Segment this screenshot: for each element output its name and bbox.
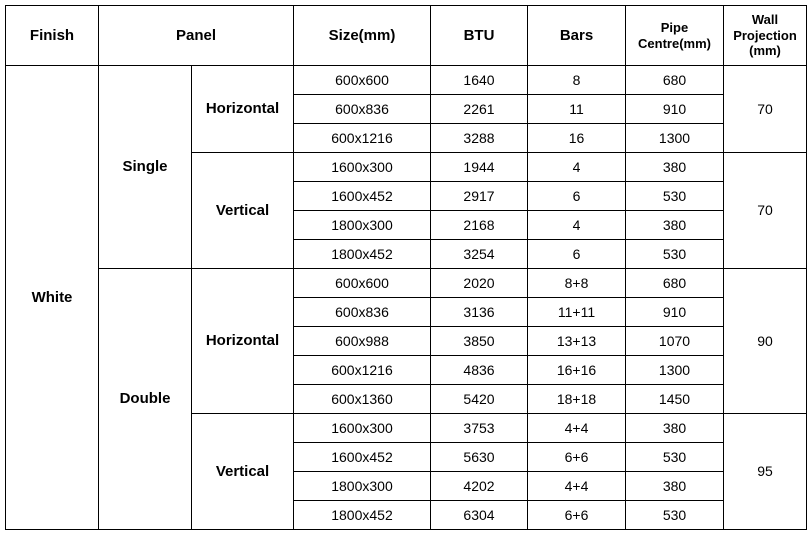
header-row bbox=[6, 6, 807, 66]
size-cell: 1600x452 bbox=[294, 443, 431, 472]
pipe-centre-header-line1: Pipe bbox=[660, 19, 689, 35]
btu-cell: 1944 bbox=[431, 153, 528, 182]
orientation-cell: Horizontal bbox=[192, 269, 294, 414]
bars-header: Bars bbox=[528, 6, 626, 66]
btu-cell: 4836 bbox=[431, 356, 528, 385]
bars-cell: 8 bbox=[528, 66, 626, 95]
btu-cell: 3136 bbox=[431, 298, 528, 327]
pipe-cell: 380 bbox=[626, 414, 724, 443]
wall-projection-cell: 70 bbox=[724, 153, 807, 269]
wall-projection-header-line1: Wall bbox=[751, 12, 779, 28]
pipe-cell: 680 bbox=[626, 66, 724, 95]
pipe-cell: 910 bbox=[626, 95, 724, 124]
size-cell: 600x1216 bbox=[294, 124, 431, 153]
btu-cell: 3288 bbox=[431, 124, 528, 153]
btu-cell: 2020 bbox=[431, 269, 528, 298]
pipe-cell: 1450 bbox=[626, 385, 724, 414]
wall-projection-header bbox=[724, 6, 807, 66]
bars-cell: 4 bbox=[528, 211, 626, 240]
size-cell: 1600x452 bbox=[294, 182, 431, 211]
panel-cell-single: Single bbox=[99, 66, 192, 269]
bars-cell: 18+18 bbox=[528, 385, 626, 414]
bars-cell: 6 bbox=[528, 182, 626, 211]
wall-projection-cell: 70 bbox=[724, 66, 807, 153]
wall-projection-header-line2: Projection bbox=[733, 27, 797, 43]
bars-cell: 4+4 bbox=[528, 414, 626, 443]
size-cell: 600x1360 bbox=[294, 385, 431, 414]
size-cell: 1800x300 bbox=[294, 472, 431, 501]
panel-header: Panel bbox=[99, 6, 294, 66]
size-cell: 1800x452 bbox=[294, 501, 431, 530]
table-row bbox=[6, 269, 807, 298]
finish-header: Finish bbox=[6, 6, 99, 66]
pipe-cell: 910 bbox=[626, 298, 724, 327]
panel-cell-double: Double bbox=[99, 269, 192, 530]
table-row bbox=[6, 66, 807, 95]
bars-cell: 13+13 bbox=[528, 327, 626, 356]
size-cell: 1800x452 bbox=[294, 240, 431, 269]
btu-cell: 2917 bbox=[431, 182, 528, 211]
size-cell: 600x836 bbox=[294, 298, 431, 327]
btu-cell: 2261 bbox=[431, 95, 528, 124]
size-cell: 1600x300 bbox=[294, 153, 431, 182]
bars-cell: 16+16 bbox=[528, 356, 626, 385]
wall-projection-cell: 90 bbox=[724, 269, 807, 414]
orientation-cell: Horizontal bbox=[192, 66, 294, 153]
bars-cell: 16 bbox=[528, 124, 626, 153]
bars-cell: 11 bbox=[528, 95, 626, 124]
size-header: Size(mm) bbox=[294, 6, 431, 66]
btu-header: BTU bbox=[431, 6, 528, 66]
size-cell: 600x836 bbox=[294, 95, 431, 124]
btu-cell: 5630 bbox=[431, 443, 528, 472]
pipe-cell: 680 bbox=[626, 269, 724, 298]
bars-cell: 8+8 bbox=[528, 269, 626, 298]
size-cell: 600x1216 bbox=[294, 356, 431, 385]
bars-cell: 6 bbox=[528, 240, 626, 269]
btu-cell: 3753 bbox=[431, 414, 528, 443]
size-cell: 600x600 bbox=[294, 269, 431, 298]
bars-cell: 11+11 bbox=[528, 298, 626, 327]
pipe-cell: 380 bbox=[626, 153, 724, 182]
table-body bbox=[6, 66, 807, 530]
bars-cell: 4+4 bbox=[528, 472, 626, 501]
btu-cell: 4202 bbox=[431, 472, 528, 501]
finish-cell: White bbox=[6, 66, 99, 530]
btu-cell: 3850 bbox=[431, 327, 528, 356]
wall-projection-header-line3: (mm) bbox=[749, 43, 781, 59]
btu-cell: 1640 bbox=[431, 66, 528, 95]
pipe-cell: 530 bbox=[626, 443, 724, 472]
radiator-spec-table bbox=[5, 5, 807, 530]
pipe-cell: 530 bbox=[626, 501, 724, 530]
size-cell: 600x988 bbox=[294, 327, 431, 356]
pipe-centre-header bbox=[626, 6, 724, 66]
btu-cell: 6304 bbox=[431, 501, 528, 530]
bars-cell: 6+6 bbox=[528, 501, 626, 530]
pipe-cell: 1300 bbox=[626, 356, 724, 385]
pipe-centre-header-line2: Centre(mm) bbox=[638, 35, 711, 51]
bars-cell: 6+6 bbox=[528, 443, 626, 472]
bars-cell: 4 bbox=[528, 153, 626, 182]
pipe-cell: 530 bbox=[626, 182, 724, 211]
pipe-cell: 380 bbox=[626, 472, 724, 501]
btu-cell: 3254 bbox=[431, 240, 528, 269]
pipe-cell: 530 bbox=[626, 240, 724, 269]
btu-cell: 2168 bbox=[431, 211, 528, 240]
size-cell: 600x600 bbox=[294, 66, 431, 95]
pipe-cell: 1070 bbox=[626, 327, 724, 356]
size-cell: 1800x300 bbox=[294, 211, 431, 240]
pipe-cell: 380 bbox=[626, 211, 724, 240]
orientation-cell: Vertical bbox=[192, 153, 294, 269]
wall-projection-cell: 95 bbox=[724, 414, 807, 530]
pipe-cell: 1300 bbox=[626, 124, 724, 153]
orientation-cell: Vertical bbox=[192, 414, 294, 530]
size-cell: 1600x300 bbox=[294, 414, 431, 443]
btu-cell: 5420 bbox=[431, 385, 528, 414]
